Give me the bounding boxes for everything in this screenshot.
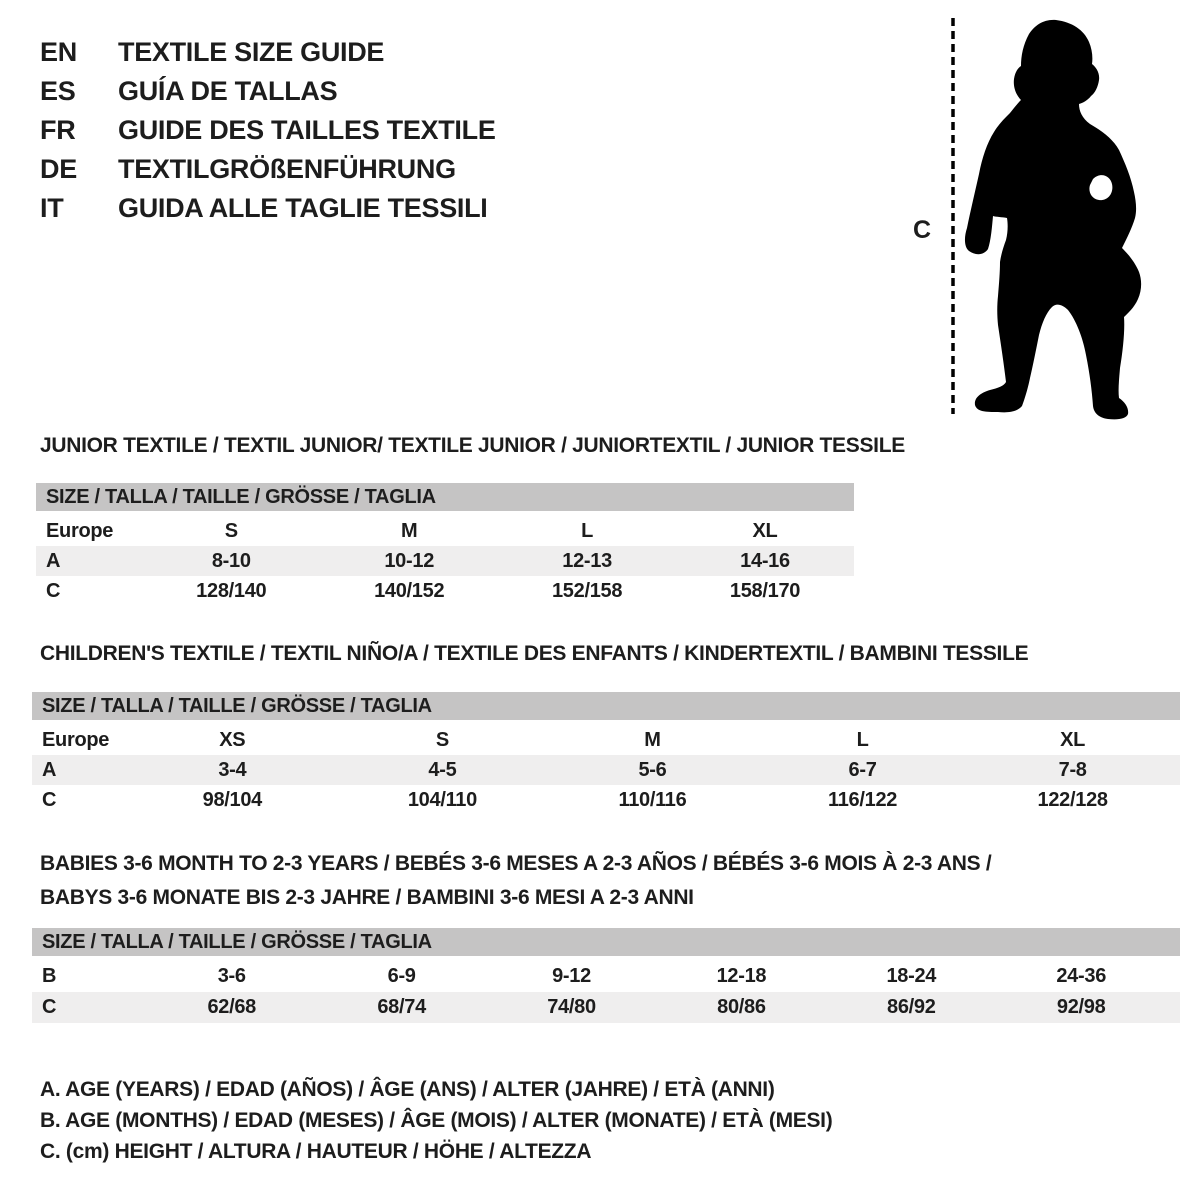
table-cell: 6-9 [387,965,416,987]
table-cell: 104/110 [407,789,477,811]
table-cell: 128/140 [196,580,267,602]
table-cell: 62/68 [207,996,257,1018]
language-title: GUÍA DE TALLAS [118,76,338,106]
babies-title-line1: BABIES 3-6 MONTH TO 2-3 YEARS / BEBÉS 3-6 MESES A 2-3 AÑOS / BÉBÉS 3-6 MOIS À 2-3 ANS / [40,852,992,875]
table-row [32,725,1180,755]
language-row [40,33,496,72]
language-title: TEXTILE SIZE GUIDE [118,37,385,67]
table-cell: L [856,729,869,751]
table-cell: 140/152 [374,580,445,602]
table-row [36,576,854,606]
table-cell: 12-18 [716,965,767,987]
language-code: FR [40,115,76,145]
table-cell: 24-36 [1056,965,1107,987]
table-cell: 10-12 [384,550,435,572]
table-cell: 158/170 [729,580,801,602]
size-table-children [32,692,1180,815]
table-cell: 68/74 [377,996,426,1018]
table-cell: 98/104 [202,789,262,811]
table-row [32,992,1180,1023]
section-title-junior: JUNIOR TEXTILE / TEXTIL JUNIOR/ TEXTILE JUNIOR / JUNIORTEXTIL / JUNIOR TESSILE [40,434,905,457]
legend-item: B. AGE (MONTHS) / EDAD (MESES) / ÂGE (MOIS) / ALTER (MONATE) / ETÀ (MESI) [40,1109,833,1132]
table-cell: 18-24 [886,965,937,987]
size-table-header: SIZE / TALLA / TAILLE / GRÖSSE / TAGLIA [32,692,1180,720]
table-row [32,961,1180,992]
table-cell: 80/86 [717,996,766,1018]
measure-label-c: C [913,216,931,244]
section-title-babies [40,847,991,915]
table-cell: Europe [42,729,110,751]
language-row [40,150,496,189]
table-cell: S [224,520,238,542]
babies-title-line2: BABYS 3-6 MONATE BIS 2-3 JAHRE / BAMBINI 3-6 MESI A 2-3 ANNI [40,886,694,909]
table-row [36,546,854,576]
table-cell: M [401,520,418,542]
table-cell: 110/116 [618,789,687,811]
table-row [32,785,1180,815]
table-cell: S [435,729,449,751]
table-cell: 12-13 [562,550,612,572]
table-cell: 14-16 [740,550,790,572]
language-code: DE [40,154,77,184]
language-code: EN [40,37,77,67]
table-cell: 86/92 [887,996,936,1018]
language-title: GUIDA ALLE TAGLIE TESSILI [118,193,488,223]
table-cell: L [581,520,594,542]
table-cell: A [42,759,57,781]
table-cell: 152/158 [551,580,623,602]
table-cell: XS [219,729,246,751]
section-title-children: CHILDREN'S TEXTILE / TEXTIL NIÑO/A / TEXTILE DES ENFANTS / KINDERTEXTIL / BAMBINI TESSILE [40,642,1029,665]
table-cell: 8-10 [211,550,251,572]
legend-item: C. (cm) HEIGHT / ALTURA / HAUTEUR / HÖHE / ALTEZZA [40,1140,592,1163]
size-table-babies [32,928,1180,1023]
table-cell: M [644,729,661,751]
table-cell: 116/122 [828,789,898,811]
language-code: IT [40,193,64,223]
language-row [40,189,496,228]
table-row [36,516,854,546]
language-title: TEXTILGRÖßENFÜHRUNG [118,154,456,184]
size-table-header: SIZE / TALLA / TAILLE / GRÖSSE / TAGLIA [36,483,854,511]
table-cell: XL [752,520,778,542]
table-cell: XL [1060,729,1086,751]
table-cell: 6-7 [848,759,877,781]
language-row [40,111,496,150]
table-cell: 9-12 [552,965,591,987]
language-list [40,33,496,228]
table-cell: 122/128 [1037,789,1108,811]
table-cell: 7-8 [1058,759,1087,781]
table-cell: B [42,965,57,987]
size-table-junior [36,483,854,606]
table-cell: 3-6 [217,965,246,987]
legend [40,1074,832,1167]
size-table-header: SIZE / TALLA / TAILLE / GRÖSSE / TAGLIA [32,928,1180,956]
table-cell: C [46,580,61,602]
table-cell: 74/80 [547,996,596,1018]
table-cell: 92/98 [1056,996,1106,1018]
table-cell: A [46,550,61,572]
language-row [40,72,496,111]
language-code: ES [40,76,76,106]
table-cell: 3-4 [218,759,247,781]
table-cell: C [42,996,57,1018]
table-cell: 5-6 [638,759,667,781]
language-title: GUIDE DES TAILLES TEXTILE [118,115,496,145]
table-row [32,755,1180,785]
table-cell: 4-5 [428,759,457,781]
table-cell: C [42,789,57,811]
legend-item: A. AGE (YEARS) / EDAD (AÑOS) / ÂGE (ANS) / ALTER (JAHRE) / ETÀ (ANNI) [40,1078,775,1101]
toddler-silhouette [965,20,1141,419]
table-cell: Europe [46,520,114,542]
